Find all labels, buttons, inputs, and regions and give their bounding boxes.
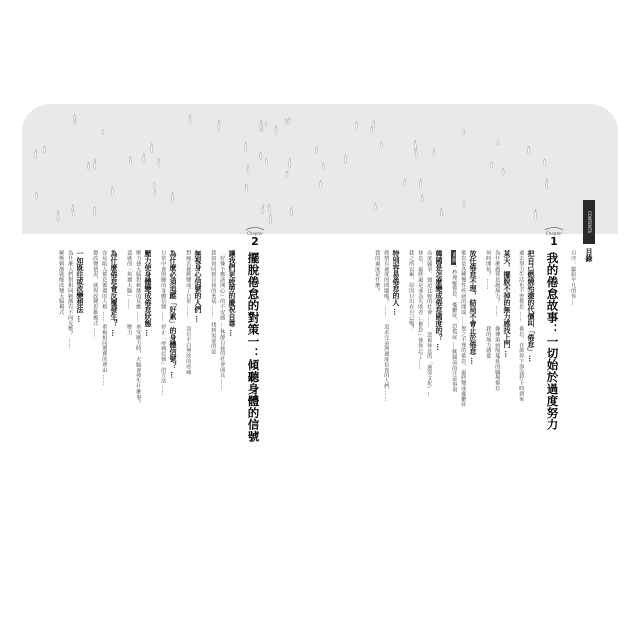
ch2-section-5-heading[interactable]: 為什麼倦怠會反覆發生？ … — [110, 250, 119, 337]
raindrop-icon — [94, 159, 96, 170]
raindrop-icon — [43, 146, 45, 153]
contents-tab: CONTENTS — [583, 200, 595, 244]
ch1-section-3-item[interactable]: 就醫前的注意事項 — [451, 349, 458, 393]
ch2-section-1-item[interactable]: 我如何回到自我的勇氣 …… — [210, 250, 217, 317]
chapter-label: Chapter — [546, 231, 562, 236]
raindrop-icon — [374, 203, 376, 209]
rain-illustration — [22, 104, 618, 234]
raindrop-icon — [286, 171, 288, 177]
raindrop-icon — [269, 214, 271, 224]
contents-title: 目錄 — [585, 248, 594, 262]
ch1-section-4-item[interactable]: 「倦怠」使你忘了…… — [417, 316, 424, 370]
ch2-section-3-heading[interactable]: 為什麼必須追蹤「好累」的身體信號？ … — [169, 250, 178, 379]
raindrop-icon — [57, 211, 59, 222]
raindrop-icon — [245, 183, 247, 192]
raindrop-icon — [218, 120, 220, 130]
ch1-section-3-box — [451, 250, 456, 265]
ch1-section-1-item[interactable]: 過去努力生活也不曾倦怠 …… — [518, 250, 525, 323]
ch2-section-4-item[interactable]: 壓力 — [126, 324, 133, 335]
raindrop-icon — [421, 194, 423, 202]
book-spread — [22, 104, 618, 534]
ch2-section-2-item[interactable]: 對痛苦遲鈍變成了日常 …… — [185, 250, 192, 317]
ch2-section-1-item[interactable]: 找到需要的是 — [210, 322, 217, 355]
raindrop-icon — [268, 204, 270, 213]
raindrop-icon — [433, 149, 435, 156]
raindrop-icon — [491, 161, 493, 167]
preface-entry[interactable]: 自序：獻給平凡的你 … — [570, 250, 577, 306]
raindrop-icon — [370, 126, 372, 132]
raindrop-icon — [102, 129, 104, 134]
chapter-2-title[interactable]: 擺脫倦怠的對策一：傾聽身體的信號 — [246, 252, 261, 443]
chapter-1-title[interactable]: 我的倦怠故事：一切始於過度努力 — [545, 252, 560, 431]
raindrop-icon — [129, 156, 131, 164]
chapter-number: 1 — [550, 235, 558, 248]
raindrop-icon — [288, 117, 290, 124]
chapter-2-badge — [244, 226, 266, 252]
raindrop-icon — [543, 159, 545, 165]
ch1-section-3-heading[interactable]: 放任倦怠不理，結局不會止於倦怠 … — [469, 250, 478, 365]
raindrop-icon — [172, 192, 174, 202]
raindrop-icon — [373, 120, 375, 128]
raindrop-icon — [528, 146, 530, 154]
raindrop-icon — [35, 191, 37, 199]
raindrop-icon — [420, 179, 422, 187]
ch2-section-2-item[interactable]: 沒有平白無故的疼痛 — [185, 326, 192, 375]
chapter-1-badge — [543, 226, 565, 252]
ch2-section-5-item[interactable]: 重複相同選擇的理由 …… — [101, 324, 108, 386]
raindrops-icon — [22, 104, 618, 234]
raindrop-icon — [189, 115, 191, 124]
raindrop-icon — [260, 152, 262, 160]
chapter-label: Chapter — [247, 231, 263, 236]
ch1-section-4-item[interactable]: 休息，最終還是成為失敗者 …… — [417, 250, 424, 328]
ch1-section-3-item[interactable]: 倦怠是各種慢性疾病的開端 …… — [460, 250, 467, 328]
ch1-section-1-heading[interactable]: 把自己燃燒殆盡的代價叫「倦怠」… — [527, 250, 536, 362]
raindrop-icon — [158, 159, 160, 167]
raindrop-icon — [143, 153, 145, 162]
raindrop-icon — [502, 167, 504, 175]
ch1-section-3-item[interactable]: 一秒理解倦怠、憂鬱症、恐慌症 …… — [451, 264, 458, 353]
ch2-section-6-item[interactable]: 解壓刺激就能改變大腦模式 — [58, 250, 65, 315]
raindrop-icon — [463, 130, 465, 135]
ch2-section-1-heading[interactable]: 讓我們更疲勞的慶祝自尊 … — [228, 250, 237, 337]
ch1-section-4-item[interactable]: 高度競爭、強迫比較的社會 …… — [426, 250, 433, 328]
ch1-section-4-item[interactable]: 我之所以累，原因只出在自己嗎？ — [408, 250, 415, 331]
raindrop-icon — [35, 150, 37, 159]
raindrop-icon — [88, 162, 90, 169]
raindrop-icon — [151, 143, 153, 153]
ch1-section-2-heading[interactable]: 某天，擺脫不掉的無力感找上門 … — [503, 250, 512, 358]
ch2-section-4-item[interactable]: 承受壓力時，大腦會發生什麼事？ — [135, 324, 142, 405]
raindrop-icon — [262, 205, 264, 214]
raindrop-icon — [315, 147, 317, 153]
raindrop-icon — [265, 158, 267, 165]
ch1-section-2-item[interactable]: 為什麼越休息越無力？ …… — [494, 250, 501, 317]
raindrop-icon — [93, 206, 95, 215]
chapter-number: 2 — [251, 235, 259, 248]
raindrop-icon — [265, 121, 267, 126]
raindrop-icon — [534, 209, 536, 219]
ch1-section-5-item[interactable]: 熱情有過度的問題嗎？ …… — [383, 250, 390, 317]
raindrop-icon — [546, 179, 548, 189]
ch2-section-3-item[interactable]: 日常中會照顧的身體信號 …… — [160, 250, 167, 323]
raindrop-icon — [154, 190, 156, 196]
ch1-section-5-heading[interactable]: 特別容易倦怠的人 … — [392, 250, 401, 316]
raindrop-icon — [440, 208, 442, 216]
ch2-section-4-item[interactable]: 壓力使大腦對刺激的反應 …… — [135, 250, 142, 323]
raindrop-icon — [153, 183, 155, 189]
raindrop-icon — [404, 179, 406, 186]
ch1-section-2-item[interactable]: 像傳染病般蔓延的職場倦怠 — [494, 326, 501, 391]
ch2-section-5-item[interactable]: 容易陷入倦怠循環的人格 …… — [101, 250, 108, 323]
ch2-section-4-item[interactable]: 造就的「焦慮大腦」…… — [126, 250, 133, 310]
raindrop-icon — [111, 186, 113, 195]
raindrop-icon — [355, 121, 357, 128]
ch2-section-2-heading[interactable]: 無視身心信號的人們 … — [194, 250, 203, 323]
raindrop-icon — [344, 154, 346, 164]
ch2-section-4-heading[interactable]: 壓力使身體變成倦怠狀態 … — [144, 250, 153, 337]
ch2-section-1-item[interactable]: 休靜自我的社會面具 …… — [219, 329, 226, 391]
ch2-section-6-item[interactable]: 為什麼人們對相同刺激有不同反應？ …… — [67, 250, 74, 350]
ch1-section-1-item[interactable]: 倦怠，在訓停下卻沒停下時到來 — [518, 326, 525, 402]
raindrop-icon — [497, 140, 499, 145]
ch1-section-2-item[interactable]: 我的無力感從 — [485, 326, 492, 359]
ch2-section-6-heading[interactable]: 一如既往或改變想法 … — [76, 250, 85, 323]
raindrop-icon — [290, 207, 292, 216]
ch2-section-3-item[interactable]: 停止「疼痛信號」的方法 …… — [160, 324, 167, 397]
ch2-section-5-item[interactable]: 想改變情況，就得改變思維模式 …… — [92, 250, 99, 339]
ch1-section-3-item[interactable]: 置之不理的倦怠，最終變成憂鬱症 — [460, 326, 467, 407]
ch1-section-5-item[interactable]: 追求完美與過度負責的人們 …… — [383, 324, 390, 402]
raindrop-icon — [245, 142, 247, 152]
ch1-section-4-item[interactable]: 忽視休息的「過勞文化」… — [426, 332, 433, 397]
raindrop-icon — [285, 119, 287, 126]
key-point-label: 重點 — [451, 252, 458, 263]
raindrop-icon — [322, 163, 324, 169]
raindrop-icon — [380, 141, 382, 147]
ch1-section-2-item[interactable]: 何時開始？ …… — [485, 250, 492, 290]
raindrop-icon — [247, 164, 249, 173]
ch1-section-4-heading[interactable]: 韓國是怎麼變成倦怠國度的？ … — [435, 250, 444, 351]
raindrop-icon — [289, 158, 291, 168]
ch2-section-1-item[interactable]: 「好像不應該開心」的不安感 …… — [219, 250, 226, 333]
ch1-section-5-item[interactable]: 我的過度是什麼？ — [374, 250, 381, 294]
raindrop-icon — [275, 125, 277, 135]
raindrop-icon — [463, 201, 465, 207]
raindrop-icon — [320, 180, 322, 187]
